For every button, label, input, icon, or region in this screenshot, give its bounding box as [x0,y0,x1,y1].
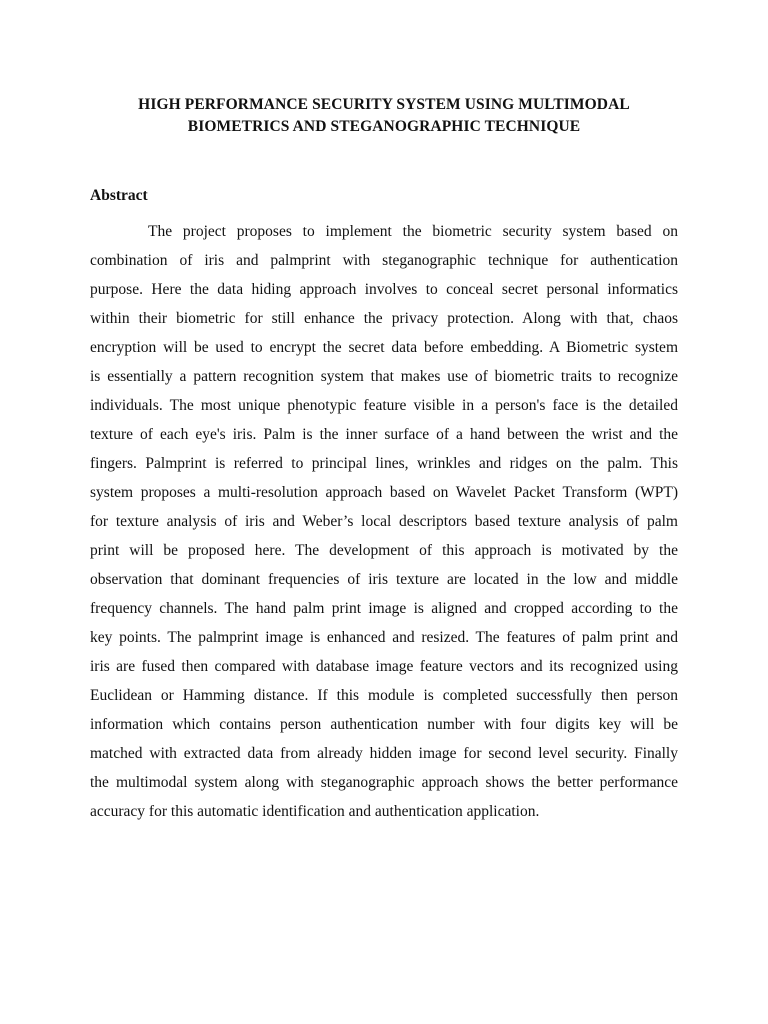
abstract-heading: Abstract [90,187,148,204]
abstract-line: key points. The palmprint image is enhanced and resized. The features of palm print and [90,629,678,646]
abstract-line: the multimodal system along with steganographic approach shows the better performance [90,774,678,791]
abstract-line: information which contains person authentication number with four digits key will be [90,716,678,733]
abstract-line: Euclidean or Hamming distance. If this module is completed successfully then person [90,687,678,704]
abstract-line: fingers. Palmprint is referred to principal lines, wrinkles and ridges on the palm. This [90,455,678,472]
title-line-1: HIGH PERFORMANCE SECURITY SYSTEM USING MULTIMODAL [138,96,630,113]
abstract-line: combination of iris and palmprint with steganographic technique for authentication [90,252,678,269]
abstract-line: within their biometric for still enhance the privacy protection. Along with that, chaos [90,310,678,327]
document-title [60,94,708,138]
abstract-line: system proposes a multi-resolution approach based on Wavelet Packet Transform (WPT) [90,484,678,501]
abstract-line: iris are fused then compared with database image feature vectors and its recognized using [90,658,678,675]
abstract-line: accuracy for this automatic identification and authentication application. [90,803,540,820]
abstract-line: matched with extracted data from already hidden image for second level security. Finally [90,745,678,762]
abstract-line: is essentially a pattern recognition system that makes use of biometric traits to recognize [90,368,678,385]
abstract-line: print will be proposed here. The development of this approach is motivated by the [90,542,678,559]
abstract-line: texture of each eye's iris. Palm is the inner surface of a hand between the wrist and the [90,426,678,443]
abstract-line: purpose. Here the data hiding approach involves to conceal secret personal informatics [90,281,678,298]
abstract-line: frequency channels. The hand palm print image is aligned and cropped according to the [90,600,678,617]
abstract-line: observation that dominant frequencies of iris texture are located in the low and middle [90,571,678,588]
title-line-2: BIOMETRICS AND STEGANOGRAPHIC TECHNIQUE [187,118,581,135]
abstract-line: individuals. The most unique phenotypic feature visible in a person's face is the detailed [90,397,678,414]
abstract-paragraph [90,220,678,829]
abstract-line: for texture analysis of iris and Weber’s local descriptors based texture analysis of palm [90,513,678,530]
abstract-line: The project proposes to implement the biometric security system based on [148,223,678,240]
abstract-line: encryption will be used to encrypt the secret data before embedding. A Biometric system [90,339,678,356]
